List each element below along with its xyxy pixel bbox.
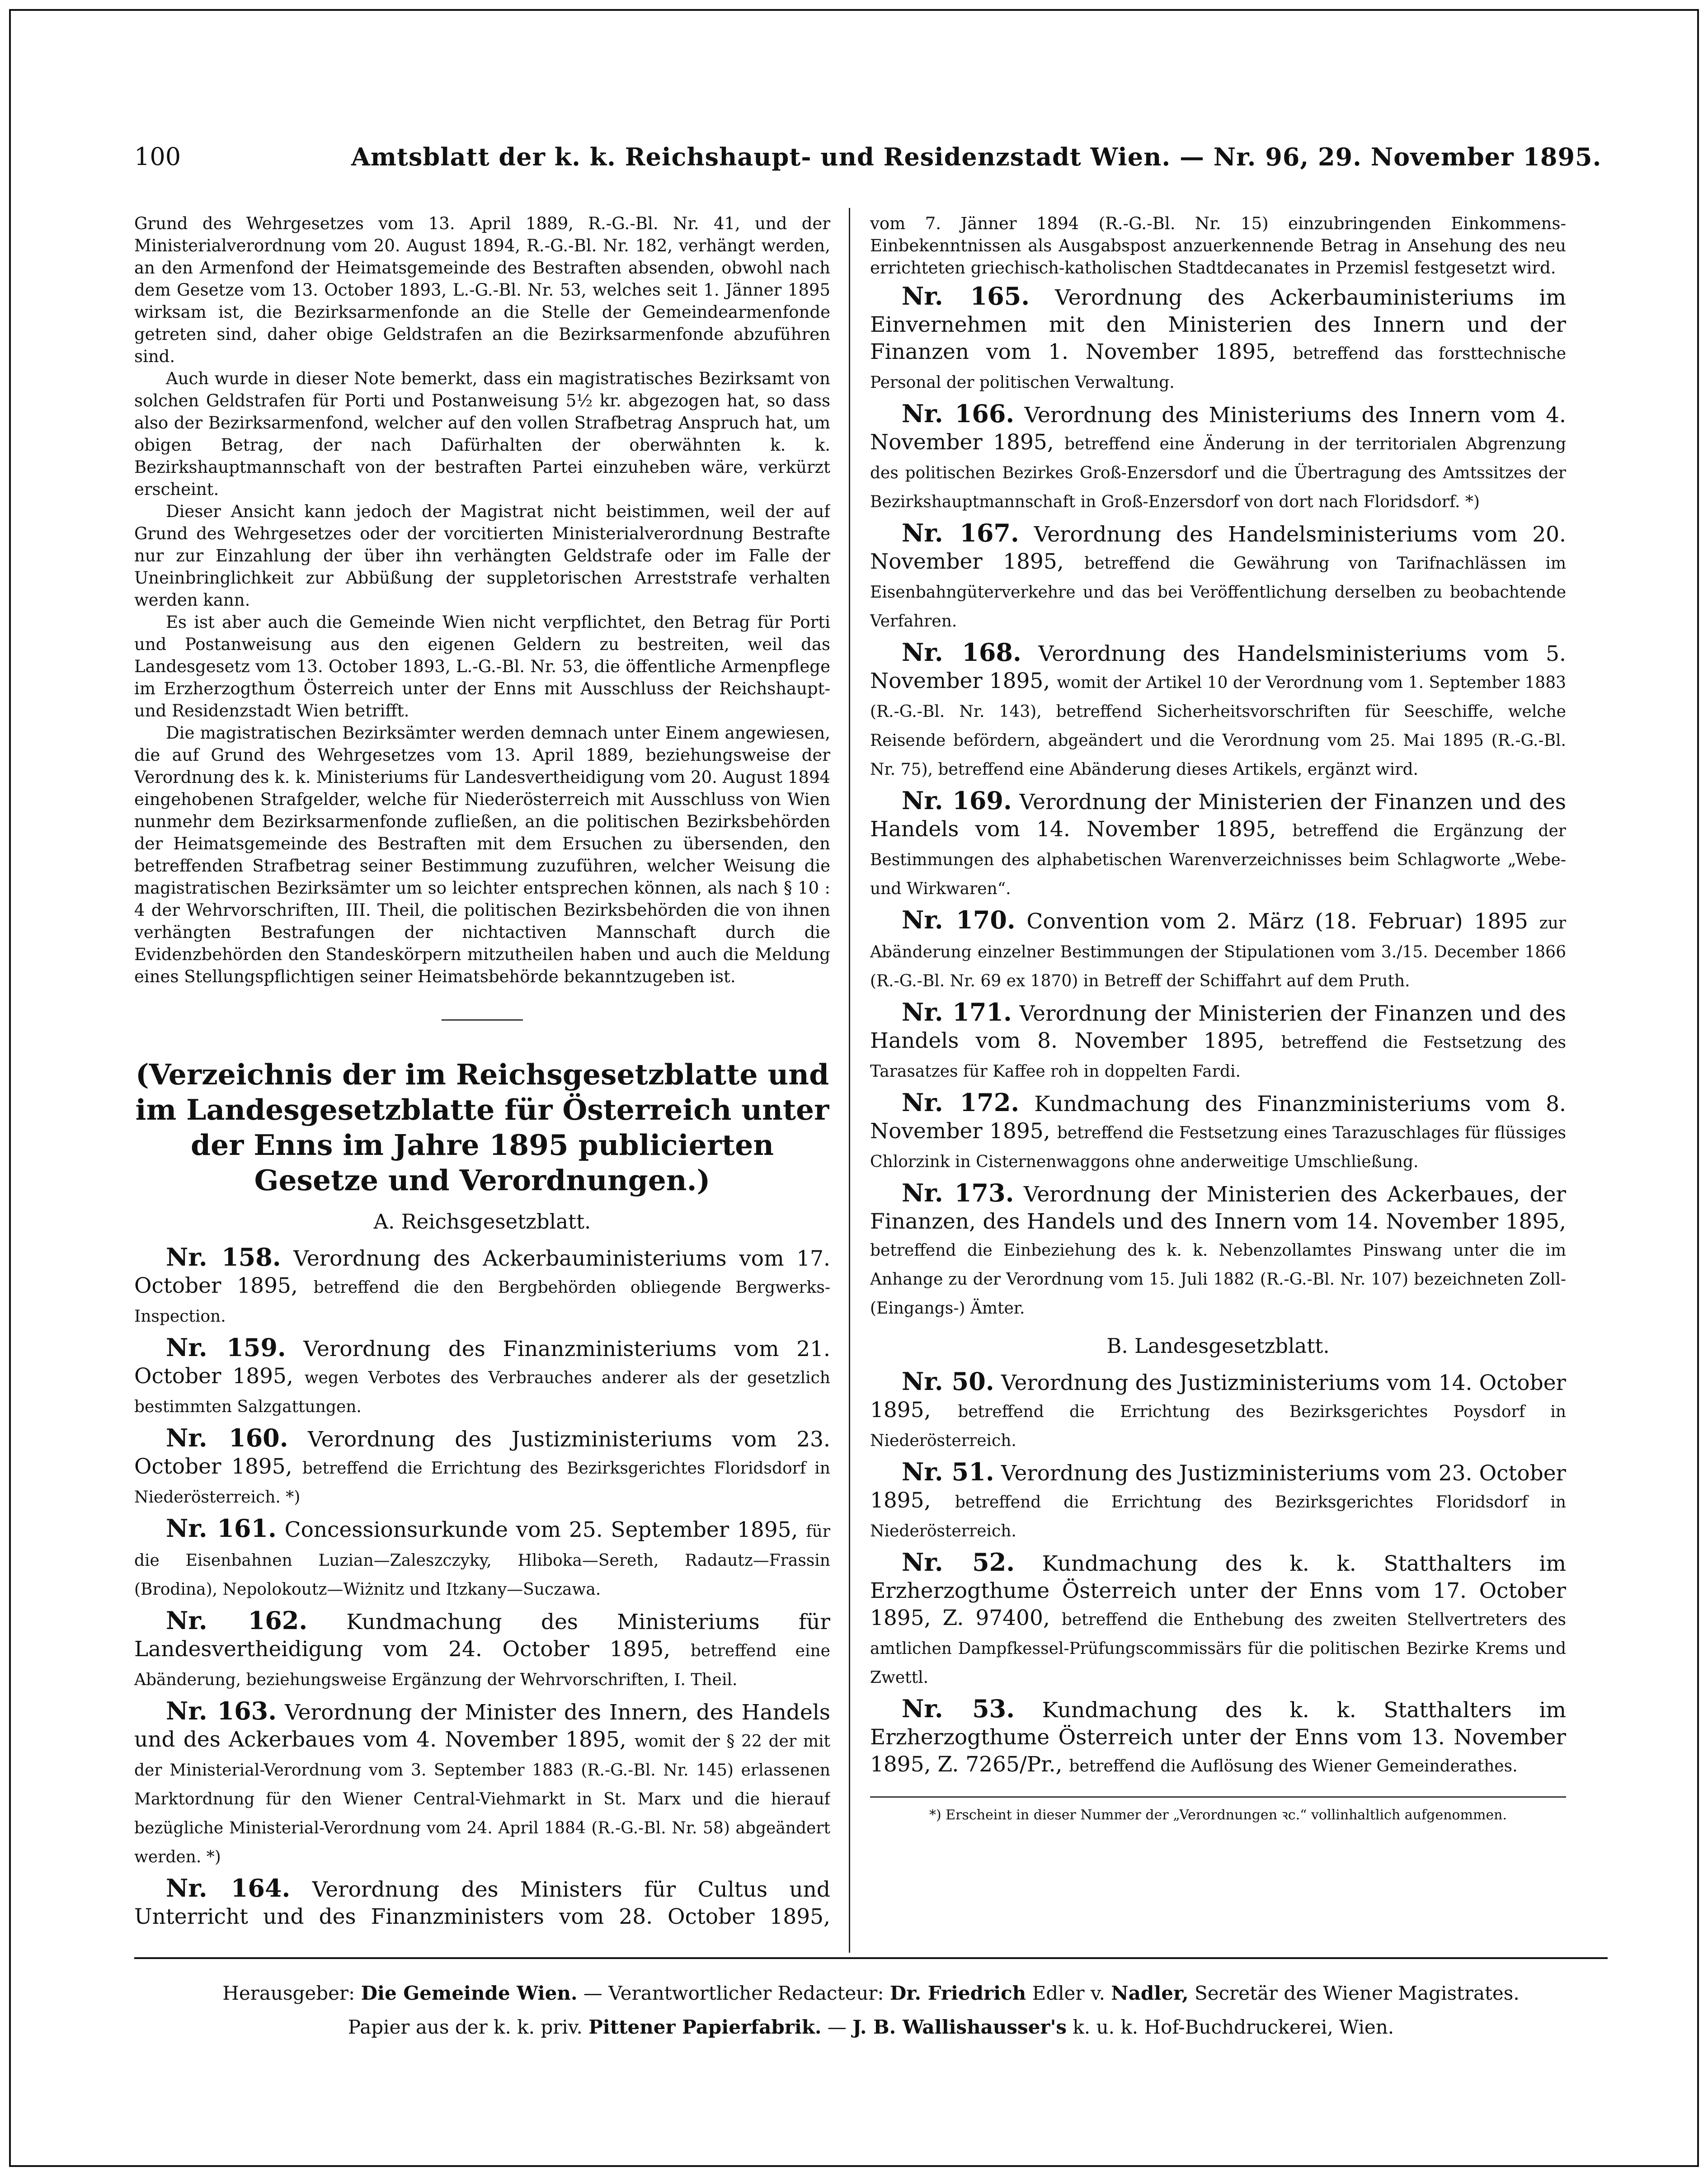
ordinance-title: Verordnung des Justizministeriums vom 14. October 1895,	[870, 1371, 1566, 1422]
ordinance-entry	[870, 400, 1566, 516]
ordinance-detail: betreffend die Auflösung des Wiener Gemeinderathes.	[1069, 1757, 1518, 1776]
ordinance-entry	[134, 1243, 830, 1330]
ordinance-entry	[870, 787, 1566, 903]
paper-mill: Pittener Papierfabrik.	[588, 2016, 822, 2038]
ordinance-entry	[134, 1515, 830, 1603]
ordinance-entry	[134, 1424, 830, 1511]
ordinance-detail: womit der § 22 der mit der Ministerial-Verordnung vom 3. September 1883 (R.-G.-Bl. Nr. 145) erlassenen Marktordnung für den Wiener Central-Viehmarkt in St. Marx und die hierauf bezügliche Ministerial-Verordnung vom 24. April 1884 (R.-G.-Bl. Nr. 58) abgeändert werden. *)	[134, 1732, 830, 1866]
right-column	[870, 212, 1566, 1935]
ordinance-number: Nr. 166.	[902, 399, 1015, 428]
ordinance-number: Nr. 161.	[166, 1514, 277, 1543]
ordinance-number: Nr. 158.	[166, 1243, 281, 1272]
section-title: (Verzeichnis der im Reichsgesetzblatte und im Landesgesetzblatte für Österreich unter der Enns im Jahre 1895 publicierten Gesetze und Verordnungen.)	[135, 1058, 829, 1197]
ordinance-entry	[870, 283, 1566, 396]
ordinance-number: Nr. 160.	[166, 1423, 288, 1452]
imprint-publisher-line	[134, 1982, 1608, 2004]
ordinance-detail: betreffend eine Änderung in der territorialen Abgrenzung des politischen Bezirkes Groß-Enzersdorf und die Übertragung des Amtssitzes der Bezirkshauptmannschaft in Groß-Enzersdorf von dort nach Floridsdorf. *)	[870, 435, 1566, 511]
ordinance-detail: betreffend das forsttechnische Personal der politischen Verwaltung.	[870, 344, 1566, 392]
ordinance-entry	[870, 519, 1566, 635]
running-title: Amtsblatt der k. k. Reichshaupt- und Residenzstadt Wien. — Nr. 96, 29. November 1895.	[351, 142, 1602, 171]
ordinance-number: Nr. 169.	[902, 786, 1012, 815]
printer-rest: k. u. k. Hof-Buchdruckerei, Wien.	[1073, 2016, 1394, 2038]
ordinance-title: Convention vom 2. März (18. Februar) 1895	[1026, 909, 1528, 934]
column-divider	[849, 208, 850, 1953]
ordinance-title: Verordnung der Minister des Innern, des Handels und des Ackerbaues vom 4. November 1895,	[134, 1700, 830, 1752]
publisher-name: Die Gemeinde Wien.	[361, 1982, 578, 2004]
ordinance-number: Nr. 53.	[902, 1694, 1015, 1723]
ordinance-entry	[870, 639, 1566, 783]
ordinance-title: Verordnung des Justizministeriums vom 23. October 1895,	[870, 1461, 1566, 1513]
publisher-label: Herausgeber:	[222, 1982, 355, 2004]
ordinance-detail: betreffend die Ergänzung der Bestimmungen des alphabetischen Warenverzeichnisses beim Schlagworte „Webe- und Wirkwaren“.	[870, 822, 1566, 898]
ordinance-number: Nr. 162.	[166, 1606, 308, 1635]
ordinance-detail: betreffend die den Bergbehörden obliegende Bergwerks-Inspection.	[134, 1278, 830, 1326]
ordinance-title: Verordnung der Ministerien der Finanzen und des Handels vom 8. November 1895,	[870, 1001, 1566, 1053]
ordinance-detail: betreffend die Festsetzung eines Tarazuschlages für flüssiges Chlorzink in Cisternenwaggons ohne anderweitige Umschließung.	[870, 1124, 1566, 1171]
ordinance-entry	[870, 1458, 1566, 1545]
imprint-printer-line	[134, 2016, 1608, 2038]
editor-label: — Verantwortlicher Redacteur:	[583, 1982, 884, 2004]
ordinance-number: Nr. 50.	[902, 1367, 994, 1396]
ordinance-title: Verordnung des Handelsministeriums vom 20. November 1895,	[870, 522, 1566, 574]
ordinance-title: Verordnung des Handelsministeriums vom 5. November 1895,	[870, 641, 1566, 693]
ordinance-number: Nr. 168.	[902, 638, 1021, 667]
ordinance-title: Kundmachung des Finanzministeriums vom 8. November 1895,	[870, 1092, 1566, 1144]
ordinance-detail: betreffend die Enthebung des zweiten Stellvertreters des amtlichen Dampfkessel-Prüfungscommissärs für die politischen Bezirke Krems und Zwettl.	[870, 1611, 1566, 1687]
paragraph: Die magistratischen Bezirksämter werden demnach unter Einem angewiesen, die auf Grund des Wehrgesetzes vom 13. April 1889, beziehungsweise der Verordnung des k. k. Ministeriums für Landesvertheidigung vom 20. August 1894 eingehobenen Strafgelder, welche für Niederösterreich mit Ausschluss von Wien nunmehr dem Bezirksarmenfonde zufließen, an die politischen Bezirksbehörden der Heimatsgemeinde des Bestraften mit dem Ersuchen zu übersenden, den betreffenden Strafbetrag seiner Bestimmung zuzuführen, welcher Weisung die magistratischen Bezirksämter um so leichter entsprechen können, als nach § 10 : 4 der Wehrvorschriften, III. Theil, die politischen Bezirksbehörden die von ihnen verhängten Bestrafungen der nichtactiven Mannschaft durch die Evidenzbehörden den Standeskörpern mitzutheilen haben und auch die Meldung eines Stellungspflichtigen seiner Heimatsbehörde bekanntzugeben ist.	[134, 723, 830, 986]
ordinance-detail: womit der Artikel 10 der Verordnung vom 1. September 1883 (R.-G.-Bl. Nr. 143), betreffend Sicherheitsvorschriften für Seeschiffe, welche Reisende befördern, abgeändert und die Verordnung vom 25. Mai 1895 (R.-G.-Bl. Nr. 75), betreffend eine Abänderung dieses Artikels, ergänzt wird.	[870, 674, 1566, 779]
ordinance-title: Verordnung des Finanzministeriums vom 21. October 1895,	[134, 1337, 830, 1389]
ordinance-entry	[134, 1697, 830, 1871]
ordinance-title: Verordnung der Ministerien des Ackerbaues, der Finanzen, des Handels und des Innern vom 14. November 1895,	[870, 1182, 1566, 1234]
ordinance-detail: wegen Verbotes des Verbrauches anderer als der gesetzlich bestimmten Salzgattungen.	[134, 1369, 830, 1416]
ordinance-number: Nr. 51.	[902, 1457, 994, 1486]
ordinance-title: Kundmachung des k. k. Statthalters im Erzherzogthume Österreich unter der Enns vom 13. November 1895, Z. 7265/Pr.,	[870, 1698, 1566, 1777]
ordinance-detail: betreffend die Festsetzung des Tarasatzes für Kaffee roh in doppelten Fardi.	[870, 1033, 1566, 1081]
ordinance-detail: betreffend die Errichtung des Bezirksgerichtes Floridsdorf in Niederösterreich.	[870, 1493, 1566, 1540]
ordinance-title: Verordnung des Ackerbauministeriums vom 17. October 1895,	[134, 1246, 830, 1298]
ordinance-number: Nr. 171.	[902, 998, 1012, 1027]
ordinance-title: Verordnung des Justizministeriums vom 23. October 1895,	[134, 1427, 830, 1479]
ordinance-entry	[870, 906, 1566, 995]
editor-title: Secretär des Wiener Magistrates.	[1195, 1982, 1520, 2004]
paragraph: Auch wurde in dieser Note bemerkt, dass ein magistratisches Bezirksamt von solchen Geldstrafen für Porti und Postanweisung 5½ kr. abgezogen hat, so dass also der Bezirksarmenfond, welcher auf den vollen Strafbetrag Anspruch hat, um obigen Betrag, der nach Dafürhalten der oberwähnten k. k. Bezirkshauptmannschaft von der bestraften Partei einzuheben wäre, verkürzt erscheint.	[134, 369, 830, 499]
ordinance-detail: betreffend die Errichtung des Bezirksgerichtes Poysdorf in Niederösterreich.	[870, 1403, 1566, 1450]
ordinance-entry	[134, 1875, 830, 1935]
page-header	[134, 138, 1608, 179]
ordinance-number: Nr. 173.	[902, 1178, 1014, 1207]
ordinance-number: Nr. 170.	[902, 905, 1016, 934]
paragraph: Es ist aber auch die Gemeinde Wien nicht verpflichtet, den Betrag für Porti und Postanweisung aus den eigenen Geldern zu bestreiten, weil das Landesgesetz vom 13. October 1893, L.-G.-Bl. Nr. 53, die öffentliche Armenpflege im Erzherzogthum Österreich unter der Enns mit Ausschluss der Reichshaupt- und Residenzstadt Wien betrifft.	[134, 612, 830, 721]
printer-separator: —	[827, 2016, 847, 2038]
printer-name: J. B. Wallishausser's	[852, 2016, 1067, 2038]
footnote: *) Erscheint in dieser Nummer der „Verordnungen ꝛc.“ vollinhaltlich aufgenommen.	[870, 1796, 1566, 1823]
editor-name: Dr. Friedrich	[889, 1982, 1026, 2004]
ordinance-title: Verordnung des Ministeriums des Innern vom 4. November 1895,	[870, 403, 1566, 455]
paragraph: Dieser Ansicht kann jedoch der Magistrat nicht beistimmen, weil der auf Grund des Wehrgesetzes oder der vorcitierten Ministerialverordnung Bestrafte nur zur Einzahlung der über ihn verhängten Geldstrafe oder im Falle der Uneinbringlichkeit zur Abbüßung der suppletorischen Arreststrafe verhalten werden kann.	[134, 502, 830, 610]
ordinance-entry	[870, 1179, 1566, 1322]
subsection-heading-a: A. Reichsgesetzblatt.	[373, 1210, 591, 1234]
ordinance-number: Nr. 164.	[166, 1874, 291, 1903]
ordinance-detail: betreffend die Einbeziehung des k. k. Nebenzollamtes Pinswang unter die im Anhange zu der Verordnung vom 15. Juli 1882 (R.-G.-Bl. Nr. 107) bezeichneten Zoll- (Eingangs-) Ämter.	[870, 1241, 1566, 1318]
ordinance-entry	[870, 1089, 1566, 1176]
ordinance-number: Nr. 165.	[902, 282, 1030, 311]
ordinance-entry	[134, 1607, 830, 1694]
ordinance-title: Concessionsurkunde vom 25. September 1895,	[284, 1517, 798, 1542]
ordinance-title: Kundmachung des k. k. Statthalters im Erzherzogthume Österreich unter der Enns vom 17. October 1895, Z. 97400,	[870, 1551, 1566, 1630]
subsection-heading-b: B. Landesgesetzblatt.	[1106, 1334, 1330, 1358]
ordinance-title: Verordnung des Ministers für Cultus und Unterricht und des Finanzministers vom 28. October 1895,	[134, 1877, 830, 1929]
editor-nobility: Edler v.	[1032, 1982, 1105, 2004]
ordinance-detail: betreffend die Errichtung des Bezirksgerichtes Floridsdorf in Niederösterreich. *)	[134, 1459, 830, 1507]
ordinance-entry	[870, 1695, 1566, 1780]
paragraph: Grund des Wehrgesetzes vom 13. April 1889, R.-G.-Bl. Nr. 41, und der Ministerialverordnung vom 20. August 1894, R.-G.-Bl. Nr. 182, verhängt werden, an den Armenfond der Heimatsgemeinde des Bestraften absenden, obwohl nach dem Gesetze vom 13. October 1893, L.-G.-Bl. Nr. 53, welches seit 1. Jänner 1895 wirksam ist, die Bezirksarmenfonde an die Stelle der Gemeindearmenfonde getreten sind, daher obige Geldstrafen an die Bezirksarmenfonde abzuführen sind.	[134, 214, 830, 366]
ordinance-number: Nr. 52.	[902, 1548, 1015, 1577]
ordinance-entry	[134, 1334, 830, 1421]
editor-surname: Nadler,	[1111, 1982, 1189, 2004]
ordinance-number: Nr. 159.	[166, 1333, 286, 1362]
ordinance-entry	[870, 999, 1566, 1085]
ordinance-number: Nr. 167.	[902, 518, 1019, 547]
page-number: 100	[134, 142, 181, 171]
ordinance-number: Nr. 172.	[902, 1088, 1020, 1117]
left-column	[134, 212, 830, 1935]
ordinance-title: Verordnung der Ministerien der Finanzen und des Handels vom 14. November 1895,	[870, 790, 1566, 842]
imprint-rule	[134, 1957, 1608, 1959]
ordinance-detail: betreffend die Gewährung von Tarifnachlässen im Eisenbahngüterverkehre und das bei Veröffentlichung derselben zu beobachtende Verfahren.	[870, 554, 1566, 631]
ordinance-entry	[870, 1549, 1566, 1691]
ordinance-title: Kundmachung des Ministeriums für Landesvertheidigung vom 24. October 1895,	[134, 1610, 830, 1662]
ordinance-detail: zur Abänderung einzelner Bestimmungen der Stipulationen vom 3./15. December 1866 (R.-G.-Bl. Nr. 69 ex 1870) in Betreff der Schiffahrt auf dem Pruth.	[870, 914, 1566, 990]
ordinance-title: Verordnung des Ackerbauministeriums im Einvernehmen mit den Ministerien des Innern und der Finanzen vom 1. November 1895,	[870, 285, 1566, 364]
ordinance-number: Nr. 163.	[166, 1696, 277, 1725]
section-separator	[442, 1019, 523, 1021]
ordinance-detail: für die Eisenbahnen Luzian—Zaleszczyky, Hlibokа—Sereth, Radautz—Frassin (Brodina), Nepolokoutz—Wiżnitz und Itzkany—Suczawa.	[134, 1522, 830, 1599]
ordinance-entry	[870, 1368, 1566, 1455]
paragraph: vom 7. Jänner 1894 (R.-G.-Bl. Nr. 15) einzubringenden Einkommens-Einbekenntnissen als Ausgabspost anzuerkennende Betrag in Ansehung des neu errichteten griechisch-katholischen Stadtdecanates in Przemisl festgesetzt wird.	[870, 214, 1566, 278]
ordinance-detail: betreffend eine Abänderung, beziehungsweise Ergänzung der Wehrvorschriften, I. Theil.	[134, 1642, 830, 1689]
paper-label: Papier aus der k. k. priv.	[348, 2016, 583, 2038]
